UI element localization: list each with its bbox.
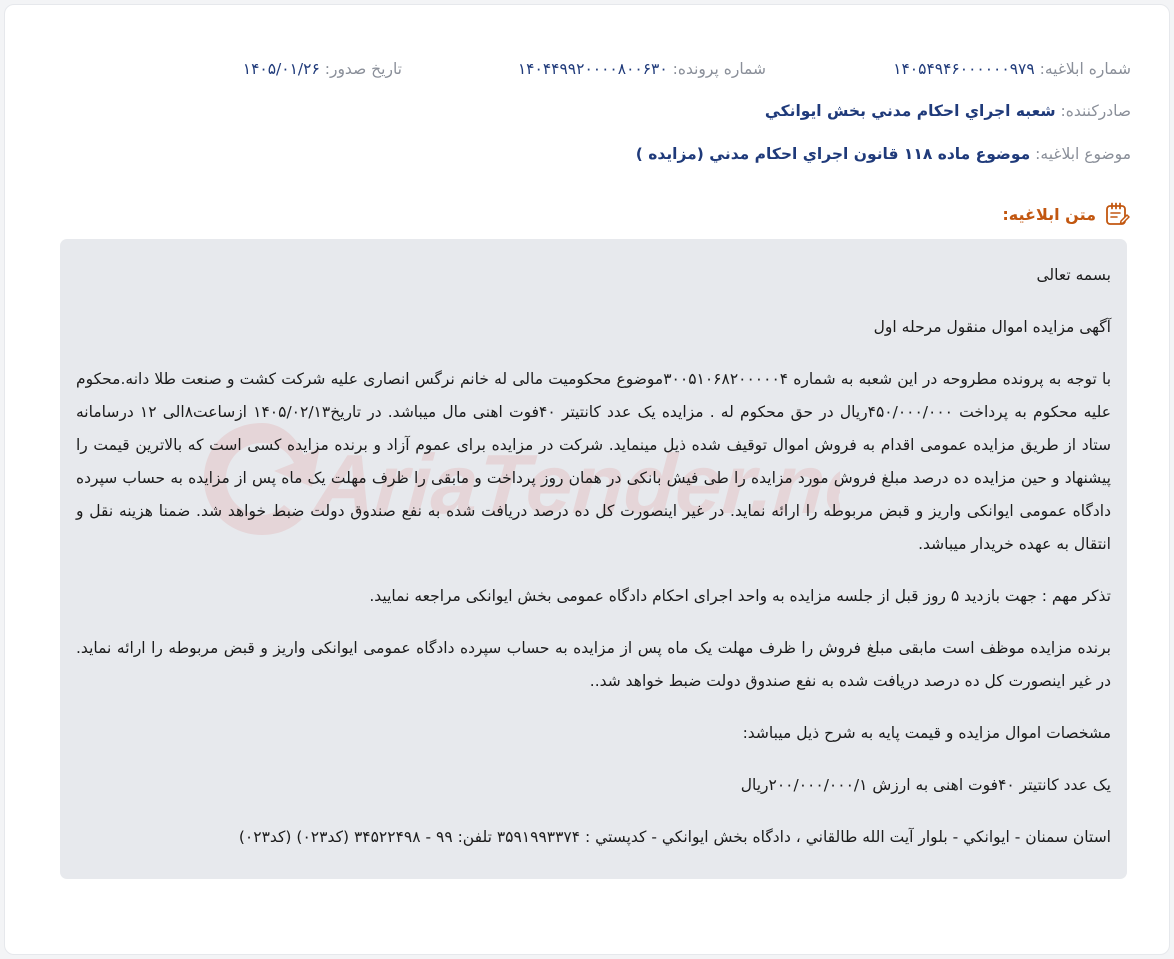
body-paragraph: استان سمنان - ايوانكي - بلوار آيت الله طالقاني ، دادگاه بخش ايوانكي - كدپستي : ۳۵۹۱۹۹۳۳۷۴ تلفن: ۹۹ - ۳۴۵۲۲۴۹۸ (کد۰۲۳) (کد۰۲۳) <box>238 828 1111 846</box>
issuer-value: شعبه اجراي احكام مدني بخش ايوانكي <box>764 102 1056 120</box>
notice-subject-value: موضوع ماده ۱۱۸ قانون اجراي احكام مدني (مزايده ) <box>635 145 1031 163</box>
body-paragraph: آگهی مزایده اموال منقول مرحله اول <box>873 318 1111 336</box>
file-number <box>518 60 766 78</box>
notice-body-text <box>76 259 1111 873</box>
issuer-label: صادرکننده: <box>1060 102 1131 120</box>
notice-subject <box>636 145 1131 163</box>
notice-subject-label: موضوع ابلاغیه: <box>1035 145 1131 163</box>
notification-number <box>893 60 1131 78</box>
body-paragraph: یک عدد کانتیتر ۴۰فوت اهنی به ارزش ۲۰۰/۰۰۰/۰۰۰/۱ریال <box>740 776 1111 794</box>
notice-text-heading-label: متن ابلاغیه: <box>1002 204 1096 224</box>
body-paragraph: تذکر مهم : جهت بازدید ۵ روز قبل از جلسه مزایده به واحد اجرای احکام دادگاه عمومی بخش ایوانکی مراجعه نمایید. <box>369 587 1111 605</box>
notepad-icon <box>1104 201 1130 227</box>
notice-body-box <box>60 239 1127 879</box>
body-paragraph: برنده مزایده موظف است مابقی مبلغ فروش را ظرف مهلت یک ماه پس از مزایده به حساب سپرده دادگاه عمومی ایوانکی واریز و قبض مربوطه را ارائه نماید. در غیر اینصورت کل ده درصد دریافت شده به نفع صندوق دولت ضبط خواهد شد.. <box>76 639 1111 690</box>
body-paragraph: مشخصات اموال مزایده و قیمت پایه به شرح ذیل میباشد: <box>742 724 1111 742</box>
issuer <box>765 102 1131 120</box>
watermark-text: AriaTender.net <box>311 437 840 531</box>
notification-number-label: شماره ابلاغیه: <box>1039 60 1131 78</box>
notification-number-value: ۱۴۰۵۴۹۴۶۰۰۰۰۰۰۹۷۹ <box>893 60 1035 78</box>
file-number-label: شماره پرونده: <box>672 60 766 78</box>
body-paragraph: بسمه تعالی <box>1036 266 1111 284</box>
notice-text-heading <box>1002 201 1130 227</box>
body-paragraph: با توجه به پرونده مطروحه در این شعبه به شماره ۳۰۰۵۱۰۶۸۲۰۰۰۰۰۴موضوع محکومیت مالی له خانم نرگس انصاری علیه شرکت کشت و صنعت طلا دانه.محکوم علیه محکوم به پرداخت ۴۵۰/۰۰۰/۰۰۰ریال در حق محکوم له . مزایده یک عدد کانتیتر ۴۰فوت اهنی مال میباشد. در تاریخ۱۴۰۵/۰۲/۱۳ ازساعت۸الی ۱۲ درسامانه ستاد از طریق مزایده عمومی اقدام به فروش اموال توقیف شده ذیل مینماید. شرکت در مزایده برای عموم آزاد و برنده مزایده کسی است که بالاترین قیمت را پیشنهاد و حین مزایده ده درصد مبلغ فروش مورد مزایده را طی فیش بانکی در همان روز پرداخت و مابقی را ظرف مهلت یک ماه پس از مزایده به حساب سپرده دادگاه عمومی ایوانکی واریز و قبض مربوطه را ارائه نماید. در غیر اینصورت کل ده درصد دریافت شده به نفع صندوق دولت ضبط خواهد شد. ضمنا هزینه نقل و انتقال به عهده خریدار میباشد. <box>76 370 1112 553</box>
issue-date-label: تاریخ صدور: <box>324 60 402 78</box>
file-number-value: ۱۴۰۴۴۹۹۲۰۰۰۰۸۰۰۶۳۰ <box>517 60 668 78</box>
issue-date <box>243 60 402 78</box>
issue-date-value: ۱۴۰۵/۰۱/۲۶ <box>242 60 320 78</box>
